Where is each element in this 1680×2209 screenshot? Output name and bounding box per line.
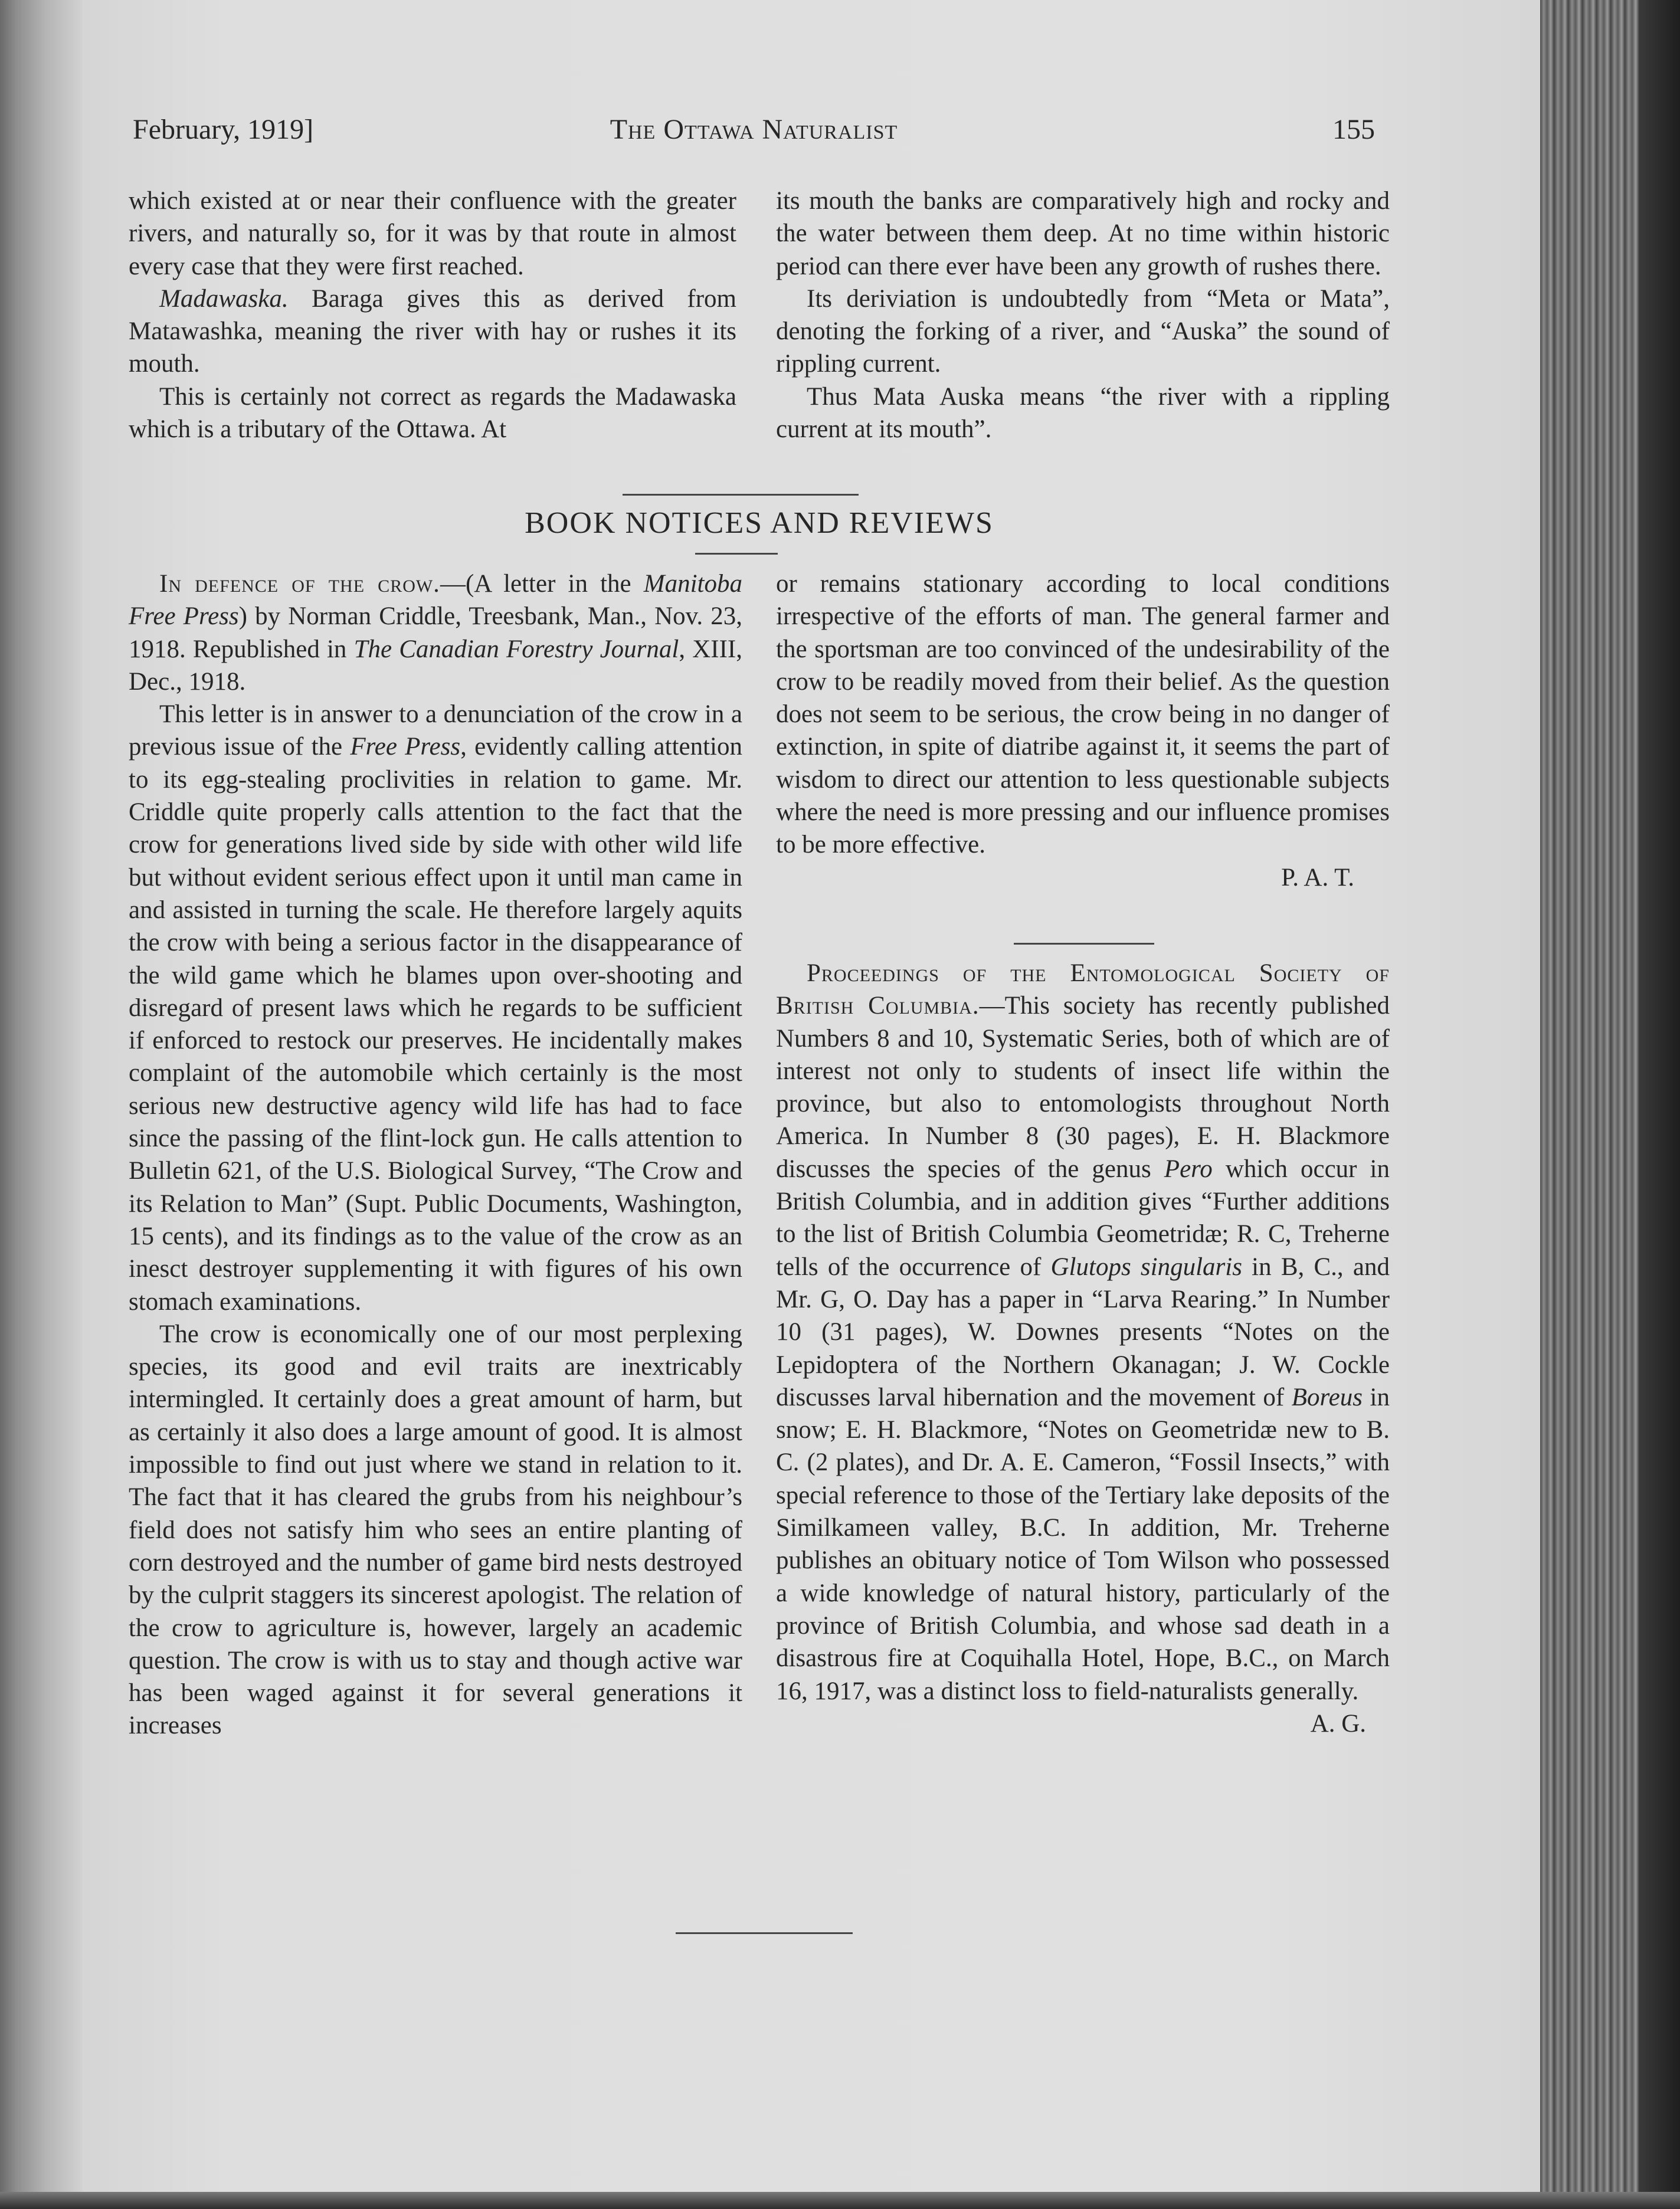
paragraph: The crow is economically one of our most perplexing species, its good and evil traits are inextricably intermingled. It certainly does a great amount of harm, but as certainly it also does a large amount of good. It is almost impossible to find out just where we stand in relation to it. The fact that it has cleared the grubs from his neighbour’s field does not satisfy him who sees an entire planting of corn destroyed and the number of game bird nests destroyed by the culprit staggers its sincerest apologist. The relation of the crow to agriculture is, however, largely an academic question. The crow is with us to stay and though active war has been waged against it for several generations it increases — [129, 1320, 742, 1740]
review-entomological-society — [776, 957, 1390, 1740]
page-number: 155 — [1332, 114, 1375, 145]
section-title: BOOK NOTICES AND REVIEWS — [525, 506, 994, 540]
review-crow-title: In defence of the crow. — [159, 570, 440, 598]
rule-below-section-title — [695, 553, 778, 555]
paragraph: This is certainly not correct as regards the Madawaska which is a tributary of the Ottawa. At — [129, 382, 736, 444]
paragraph: Madawaska. Baraga gives this as derived from Matawashka, meaning the river with hay or rushes it its mouth. — [129, 284, 736, 378]
book-bottom-edge — [0, 2192, 1680, 2209]
book-page-edges-right — [1540, 0, 1680, 2209]
paragraph: which existed at or near their confluence with the greater rivers, and naturally so, for it was by that route in almost every case that they were first reached. — [129, 187, 736, 280]
review-entomological-title: Proceedings of the Entomological Society of British Columbia. — [776, 959, 1390, 1020]
review-entomological-signature: A. G. — [1310, 1709, 1366, 1738]
reviews-right-column — [776, 568, 1390, 894]
book-gutter-left — [0, 0, 83, 2209]
paragraph: Its deriviation is undoubtedly from “Meta or Mata”, denoting the forking of a river, and “Auska” the sound of rippling current. — [776, 284, 1390, 378]
paragraph: its mouth the banks are comparatively high and rocky and the water between them deep. At no time within historic period can there ever have been any growth of rushes there. — [776, 187, 1390, 280]
paragraph: This letter is in answer to a denunciation of the crow in a previous issue of the Free Press, evidently calling attention to its egg-stealing proclivities in relation to game. Mr. Criddle quite properly calls attention to the fact that the crow for generations lived side by side with other wild life but without evident serious effect upon it until man came in and assisted in turning the scale. He therefore largely aquits the crow with being a serious factor in the disappearance of the wild game which he blames upon over-shooting and disregard of present laws which he regards to be sufficient if enforced to restock our preserves. He incidentally makes complaint of the automobile which certainly is the most serious new destructive agency wild life has had to face since the passing of the flint-lock gun. He calls attention to Bulletin 621, of the U.S. Biological Survey, “The Crow and its Relation to Man” (Supt. Public Documents, Washington, 15 cents), and its findings as to the value of the crow as an inesct destroyer supplementing it with figures of his own stomach examinations. — [129, 700, 742, 1316]
review-crow-left-column — [129, 568, 742, 1742]
term-madawaska: Madawaska. — [159, 284, 289, 313]
review-crow-citation: In defence of the crow.—(A letter in the Manitoba Free Press) by Norman Criddle, Treesbank, Man., Nov. 23, 1918. Republished in The Canadian Forestry Journal, XIII, Dec., 1918. — [129, 570, 743, 696]
paragraph: Thus Mata Auska means “the river with a rippling current at its mouth”. — [776, 382, 1390, 444]
rule-between-reviews — [1014, 943, 1154, 945]
continued-text-right-column — [776, 185, 1390, 445]
running-head — [133, 111, 1375, 158]
continued-text-left-column — [129, 185, 736, 445]
paragraph: or remains stationary according to local conditions irrespective of the efforts of man. The general farmer and the sportsman are too convinced of the undesirability of the crow to be readily moved from their belief. As the question does not seem to be serious, the crow being in no danger of extinction, in spite of diatribe against it, it seems the part of wisdom to direct our attention to less questionable subjects where the need is more pressing and our influence promises to be more effective. — [776, 570, 1390, 859]
review-crow-signature: P. A. T. — [1281, 863, 1354, 892]
journal-title: The Ottawa Naturalist — [610, 114, 898, 145]
issue-date: February, 1919] — [133, 114, 314, 145]
rule-above-section-title — [623, 494, 859, 496]
paragraph: Proceedings of the Entomological Society of British Columbia.—This society has recently published Numbers 8 and 10, Systematic Series, both of which are of interest not only to students of insect life within the province, but also to entomologists throughout North America. In Number 8 (30 pages), E. H. Blackmore discusses the species of the genus Pero which occur in British Columbia, and in addition gives “Further additions to the list of British Columbia Geometridæ; R. C, Treherne tells of the occurrence of Glutops singularis in B, C., and Mr. G, O. Day has a paper in “Larva Rearing.” In Number 10 (31 pages), W. Downes presents “Notes on the Lepidoptera of the Northern Okanagan; J. W. Cockle discusses larval hibernation and the movement of Boreus in snow; E. H. Blackmore, “Notes on Geometridæ new to B. C. (2 plates), and Dr. A. E. Cameron, “Fossil Insects,” with special reference to those of the Tertiary lake deposits of the Similkameen valley, B.C. In addition, Mr. Treherne publishes an obituary notice of Tom Wilson who possessed a wide knowledge of natural history, particularly of the province of British Columbia, and whose sad death in a disastrous fire at Coquihalla Hotel, Hope, B.C., on March 16, 1917, was a distinct loss to field-naturalists generally. A. G. — [776, 957, 1390, 1707]
rule-page-end — [676, 1932, 853, 1934]
